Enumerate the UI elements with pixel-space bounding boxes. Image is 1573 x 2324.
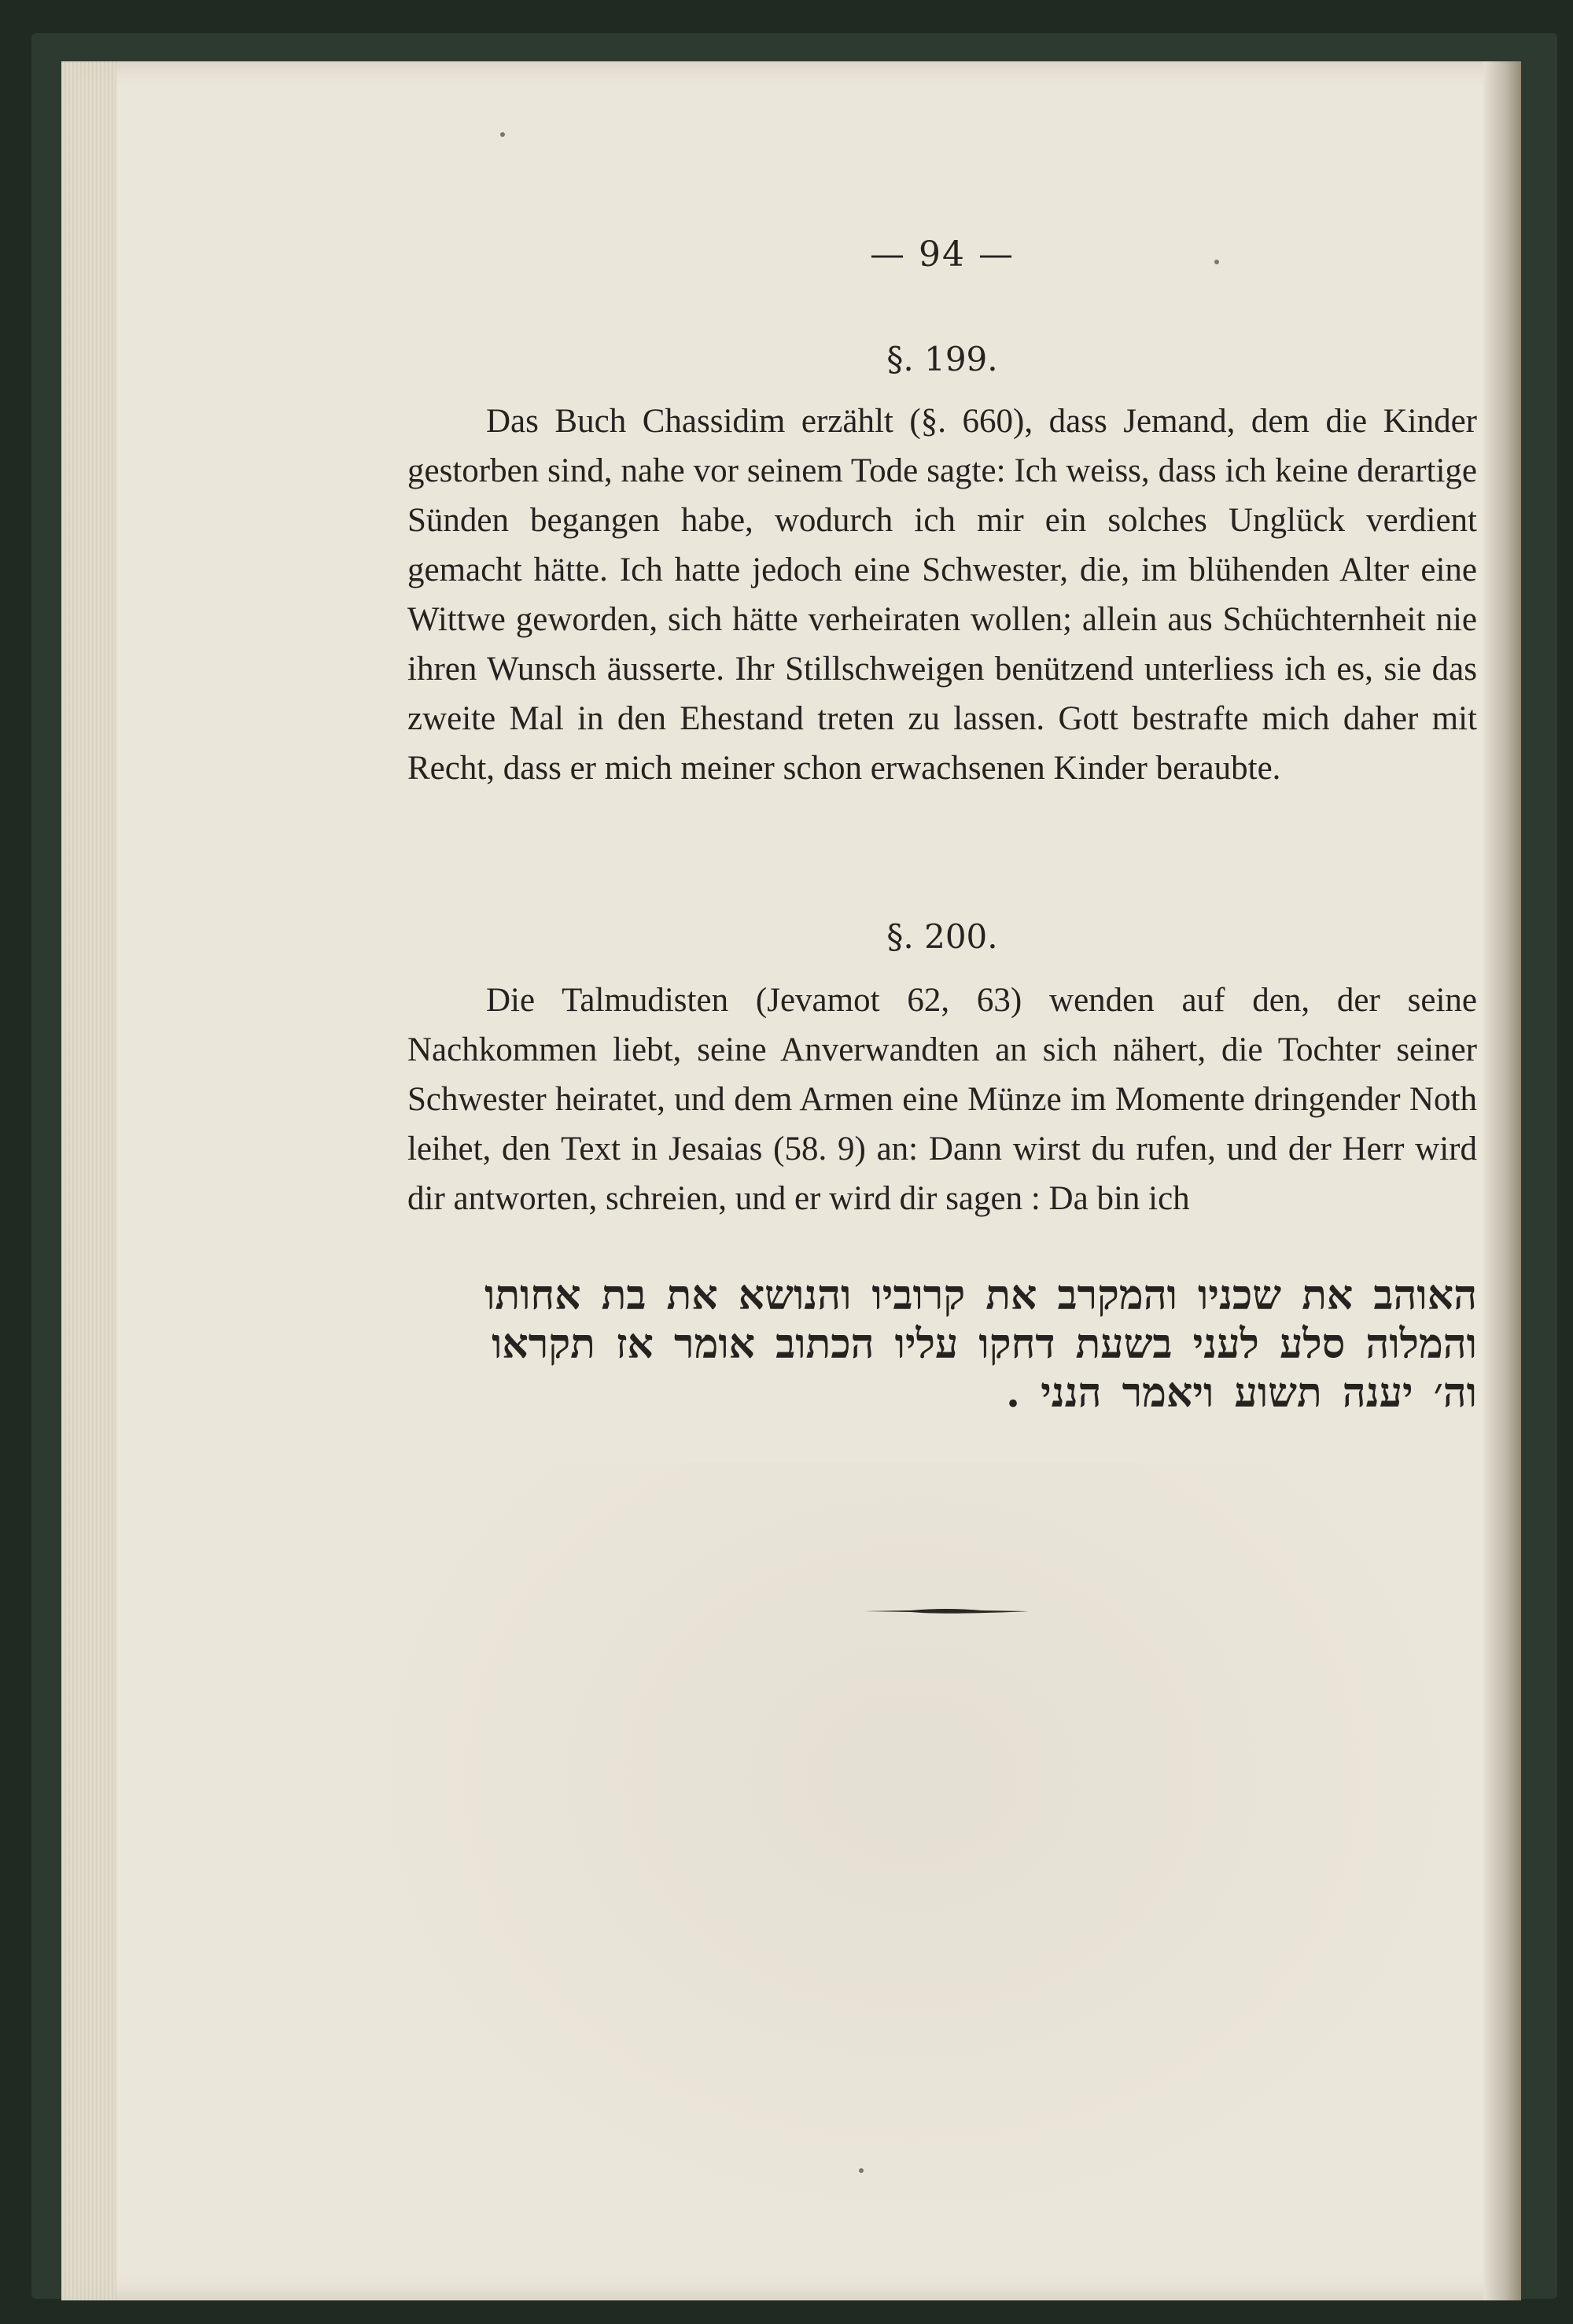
hebrew-quote <box>407 1271 1477 1418</box>
page-speck <box>859 2168 864 2173</box>
page-number: — 94 — <box>870 234 1015 275</box>
section-heading-199: §. 199. <box>886 340 998 378</box>
section-paragraph-200 <box>407 976 1477 1223</box>
hebrew-line: האוהב את שכניו והמקרב את קרוביו והנושא את בת אחותו <box>484 1271 1477 1319</box>
paragraph-text: Das Buch Chassidim erzählt (§. 660), dass Jemand, dem die Kinder gestorben sind, nahe vor seinem Tode sagte: Ich weiss, dass ich keine derartige Sünden begangen habe, wodurch ich mir ein solches Unglück verdient gemacht hätte. Ich hatte jedoch eine Schwester, die, im blühenden Alter eine Wittwe geworden, sich hätte verheiraten wollen; allein aus Schüchternheit nie ihren Wunsch äusserte. Ihr Stillschweigen benützend unterliess ich es, sie das zweite Mal in den Ehestand treten zu lassen. Gott bestrafte mich daher mit Recht, dass er mich meiner schon erwachsenen Kinder beraubte. <box>407 403 1477 787</box>
paragraph-text: Die Talmudisten (Jevamot 62, 63) wenden auf den, der seine Nachkommen liebt, seine Anverwandten an sich nähert, die Tochter seiner Schwester heiratet, und dem Armen eine Münze im Momente dringender Noth leihet, den Text in Jesaias (58. 9) an: Dann wirst du rufen, und der Herr wird dir antworten, schreien, und er wird dir sagen : Da bin ich <box>407 982 1477 1217</box>
ornamental-rule <box>864 1608 1029 1614</box>
bleed-through-shadow <box>330 1463 1494 2250</box>
hebrew-line: והמלוה סלע לעני בשעת דחקו עליו הכתוב אומר אז תקראו <box>492 1320 1477 1368</box>
page-speck <box>1214 260 1219 264</box>
page-speck <box>500 132 505 137</box>
page-stack-edge <box>61 61 116 2300</box>
section-heading-200: §. 200. <box>886 917 998 956</box>
section-paragraph-199 <box>407 397 1477 793</box>
hebrew-line: וה׳ יענה תשוע ויאמר הנני . <box>1005 1369 1477 1417</box>
